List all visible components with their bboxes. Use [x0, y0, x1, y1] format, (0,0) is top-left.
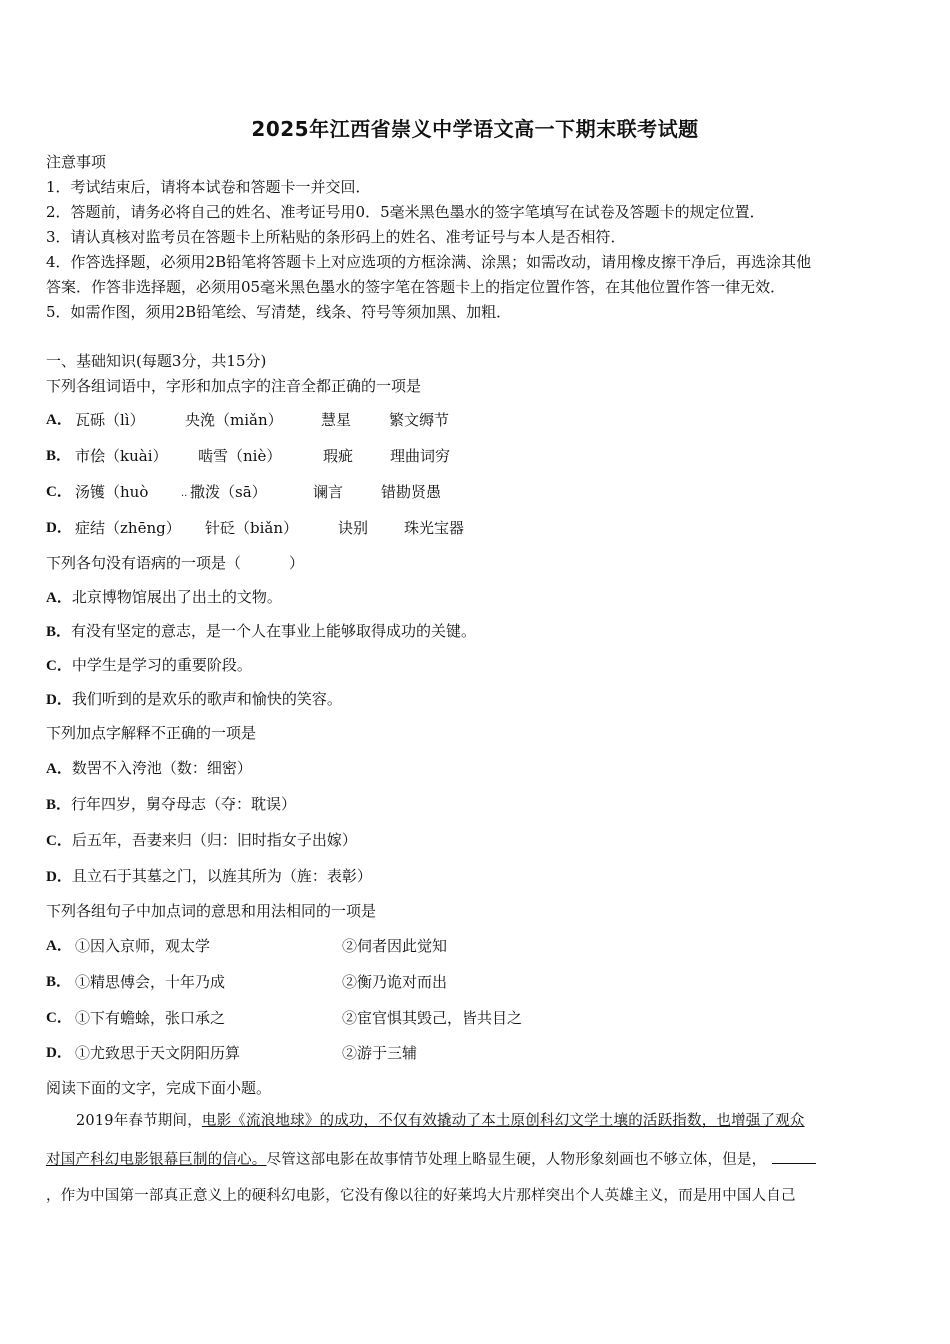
q4-option-a-left: ①因入京师，观太学 [75, 937, 211, 955]
passage-line-3: ，作为中国第一部真正意义上的硬科幻电影，它没有像以往的好莱坞大片那样突出个人英雄主义，而是用中国人自己 [46, 1188, 796, 1204]
fill-in-blank [772, 1149, 816, 1164]
q1-option-d-word-3: 诀别 [338, 519, 369, 537]
passage-line-1 [46, 1111, 906, 1131]
q3-option-text: 行年四岁，舅夺母志（夺：耽误） [71, 795, 297, 813]
q1-option-b-word-3: 瑕疵 [323, 447, 354, 465]
question-2-stem-text: 下列各句没有语病的一项是（ [46, 554, 242, 572]
q4-option-c-right: ②宦官惧其毁己，皆共目之 [342, 1009, 523, 1027]
notice-item: 2．答题前，请务必将自己的姓名、准考证号用0．5毫米黑色墨水的签字笔填写在试卷及答题卡的规定位置． [46, 203, 765, 221]
notice-item: 答案．作答非选择题，必须用05毫米黑色墨水的签字笔在答题卡上的指定位置作答，在其他位置作答一律无效． [46, 278, 786, 296]
q1-option-a-word-1: 瓦砾（lì） [75, 411, 145, 429]
notice-item: 3．请认真核对监考员在答题卡上所粘贴的条形码上的姓名、准考证号与本人是否相符． [46, 228, 626, 246]
q2-option-label: B． [46, 624, 72, 640]
q1-option-a-word-2: 央浼（miǎn） [185, 411, 283, 429]
question-3-stem: 下列加点字解释不正确的一项是 [46, 724, 257, 742]
q1-option-c-word-2: 撒泼（sā） [190, 483, 267, 501]
q3-option-a [46, 758, 252, 779]
q2-option-label: D． [46, 692, 72, 708]
q1-option-c-word-1: 汤镬（huò [75, 483, 149, 501]
q1-option-label: A． [46, 412, 72, 428]
q1-option-b-word-1: 市侩（kuài） [75, 447, 168, 465]
q2-option-label: C． [46, 658, 72, 674]
q4-option-d-right: ②游于三辅 [342, 1044, 418, 1062]
page-title: 2025年江西省崇义中学语文高一下期末联考试题 [251, 117, 699, 141]
reading-intro: 阅读下面的文字，完成下面小题。 [46, 1079, 272, 1097]
q3-option-text: 且立石于其墓之门，以旌其所为（旌：表彰） [71, 867, 372, 885]
q2-option-text: 北京博物馆展出了出土的文物。 [71, 588, 282, 606]
q2-option-c [46, 655, 252, 676]
q2-option-d [46, 689, 342, 710]
q3-option-label: C． [46, 833, 72, 849]
section-heading: 一、基础知识(每题3分，共15分) [46, 352, 267, 370]
q4-option-label: A． [46, 938, 72, 954]
q3-option-label: D． [46, 869, 72, 885]
q1-option-label: C． [46, 484, 72, 500]
q1-option-label: B． [46, 448, 72, 464]
q3-option-label: B． [46, 797, 72, 813]
passage-line-2 [46, 1149, 906, 1170]
question-2-stem-end: ） [289, 554, 305, 572]
notice-heading: 注意事项 [46, 153, 107, 171]
passage-underlined-text: 对国产科幻电影银幕巨制的信心。 [46, 1152, 267, 1168]
q1-option-b-word-4: 理曲词穷 [390, 447, 451, 465]
question-4-stem: 下列各组句子中加点词的意思和用法相同的一项是 [46, 902, 377, 920]
q1-option-label: D． [46, 520, 72, 536]
notice-item: 1．考试结束后，请将本试卷和答题卡一并交回． [46, 178, 371, 196]
q4-option-label: B． [46, 974, 72, 990]
q4-option-c-left: ①下有蟾蜍，张口承之 [75, 1009, 226, 1027]
q4-option-b-right: ②衡乃诡对而出 [342, 973, 448, 991]
q4-option-b-left: ①精思傅会，十年乃成 [75, 973, 226, 991]
question-1-stem: 下列各组词语中，字形和加点字的注音全都正确的一项是 [46, 377, 422, 395]
q1-option-b-word-2: 啮雪（niè） [198, 447, 282, 465]
q1-option-d-word-1: 症结（zhēng） [75, 519, 181, 537]
q2-option-text: 中学生是学习的重要阶段。 [71, 656, 252, 674]
notice-item: 5．如需作图，须用2B铅笔绘、写清楚，线条、符号等须加黑、加粗． [46, 303, 512, 321]
q3-option-d [46, 866, 372, 887]
q3-option-text: 数罟不入洿池（数：细密） [71, 759, 252, 777]
q1-option-d-word-4: 珠光宝器 [404, 519, 465, 537]
q3-option-b [46, 794, 296, 815]
q4-option-label: D． [46, 1045, 72, 1061]
q1-option-c-word-3: 谰言 [313, 483, 344, 501]
q2-option-b [46, 621, 476, 642]
q1-option-c-word-4: 错勘贤愚 [381, 483, 442, 501]
q3-option-text: 后五年，吾妻来归（归：旧时指女子出嫁） [71, 831, 357, 849]
emphasis-dot: ·· [181, 491, 188, 502]
q1-option-a-word-3: 慧星 [321, 411, 352, 429]
q2-option-text: 有没有坚定的意志，是一个人在事业上能够取得成功的关键。 [71, 622, 477, 640]
q2-option-a [46, 587, 282, 608]
question-2-stem [46, 553, 304, 573]
q2-option-text: 我们听到的是欢乐的歌声和愉快的笑容。 [71, 690, 342, 708]
notice-item: 4．作答选择题，必须用2B铅笔将答题卡上对应选项的方框涂满、涂黑；如需改动，请用橡皮擦干净后，再选涂其他 [46, 253, 812, 271]
q4-option-label: C． [46, 1010, 72, 1026]
q4-option-a-right: ②伺者因此觉知 [342, 937, 448, 955]
passage-text: 尽管这部电影在故事情节处理上略显生硬，人物形象刻画也不够立体，但是， [266, 1152, 767, 1168]
q1-option-d-word-2: 针砭（biǎn） [205, 519, 299, 537]
q4-option-d-left: ①尤致思于天文阴阳历算 [75, 1044, 241, 1062]
passage-text: 2019年春节期间， [76, 1113, 202, 1129]
q1-option-a-word-4: 繁文缛节 [389, 411, 450, 429]
q3-option-label: A． [46, 761, 72, 777]
q3-option-c [46, 830, 357, 851]
q2-option-label: A． [46, 590, 72, 606]
passage-underlined-text: 电影《流浪地球》的成功，不仅有效撬动了本土原创科幻文学土壤的活跃指数，也增强了观众 [201, 1113, 805, 1129]
